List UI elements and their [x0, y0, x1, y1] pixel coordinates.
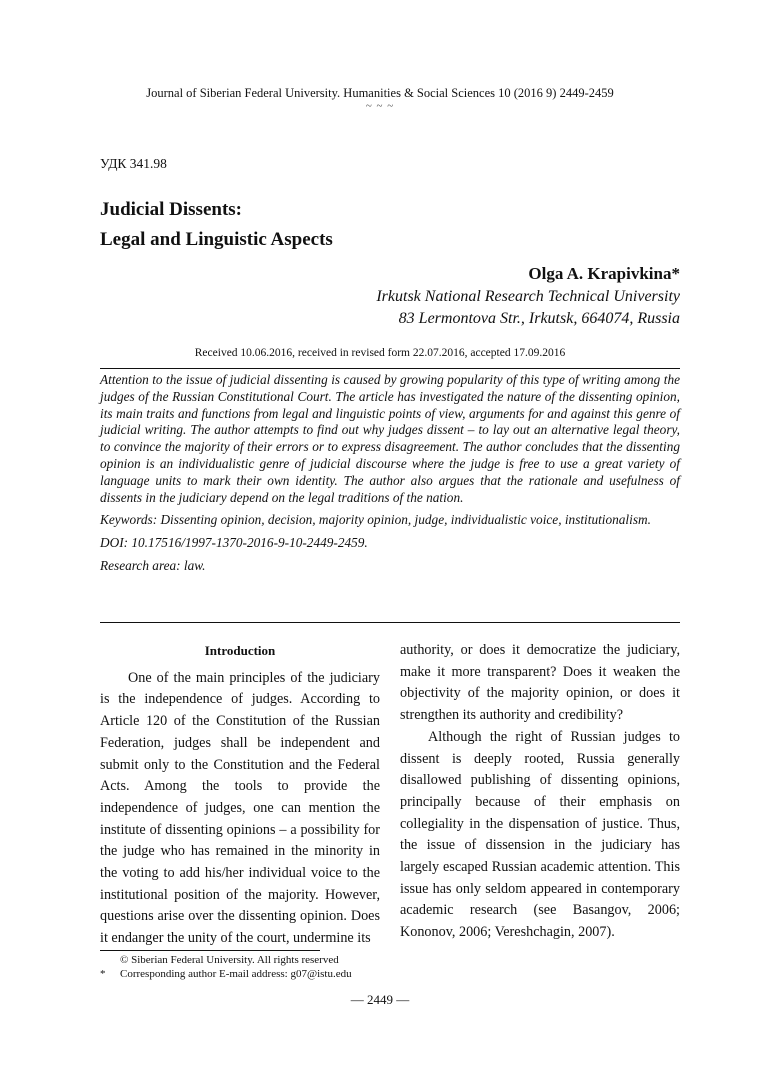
- title-line-2: Legal and Linguistic Aspects: [100, 229, 333, 250]
- left-column: [100, 640, 380, 950]
- received-dates: Received 10.06.2016, received in revised form 22.07.2016, accepted 17.09.2016: [194, 347, 566, 359]
- author-name: Olga A. Krapivkina*: [528, 264, 680, 283]
- page-number: — 2449 —: [350, 992, 410, 1007]
- footnote-rule: [100, 950, 320, 951]
- title-line-1: Judicial Dissents:: [100, 199, 242, 220]
- research-area: Research area: law.: [100, 557, 206, 573]
- section-heading: Introduction: [204, 643, 276, 658]
- udk-code: УДК 341.98: [100, 156, 167, 171]
- abstract-top-rule: [100, 368, 680, 369]
- footnote-corresponding: [100, 967, 352, 981]
- affiliation-line-1: Irkutsk National Research Technical University: [376, 288, 680, 305]
- doi: DOI: 10.17516/1997-1370-2016-9-10-2449-2459.: [100, 535, 368, 551]
- abstract-text: Attention to the issue of judicial dissenting is caused by growing popularity of this type of writing among the judges of the Russian Constitutional Court. The article has investigated the nature of the dissenting opinion, its main traits and functions from legal and linguistic points of view, arguments for and against this genre of judicial writing. The author attempts to find out why judges dissent – to lay out an alternative legal theory, to convince the majority of their errors or to express disagreement. The author concludes that the dissenting opinion is an individualistic genre of judicial discourse where the judge is free to use a great variety of language units to mark their own identity. The author also argues that the rationale and usefulness of dissents in the judiciary depend on the legal traditions of the nation.: [100, 372, 680, 505]
- affiliation-line-2: 83 Lermontova Str., Irkutsk, 664074, Russia: [398, 310, 680, 327]
- body-paragraph: Although the right of Russian judges to dissent is deeply rooted, Russia generally disallowed publishing of dissenting opinions, principally because of their emphasis on collegiality in the dispensation of justice. Thus, the issue of dissension in the judiciary has largely escaped Russian academic attention. This issue has only seldom appeared in contemporary academic research (see Basangov, 2006; Kononov, 2006; Vereshchagin, 2007).: [400, 728, 680, 941]
- keywords: Keywords: Dissenting opinion, decision, majority opinion, judge, individualistic voice, institutionalism.: [100, 512, 651, 528]
- footnote-email: Corresponding author E-mail address: g07@istu.edu: [120, 968, 352, 980]
- abstract-bottom-rule: [100, 622, 680, 623]
- footnote-star: *: [100, 968, 106, 980]
- journal-header: Journal of Siberian Federal University. Humanities & Social Sciences 10 (2016 9) 2449-2459: [146, 86, 614, 100]
- body-paragraph: One of the main principles of the judiciary is the independence of judges. According to Article 120 of the Constitution of the Russian Federation, judges shall be independent and submit only to the Constitution and the Federal Acts. Among the tools to provide the independence of judges, one can mention the institute of dissenting opinions – a possibility for the judge who has remained in the minority in the voting to add his/her individual voice to the institutional position of the majority. However, questions arise over the dissenting opinion. Does it endanger the unity of the court, undermine its: [100, 669, 380, 947]
- header-ornament: ~ ~ ~: [365, 100, 395, 112]
- right-column: [400, 640, 680, 944]
- article-title: [100, 195, 333, 255]
- footnote-copyright: © Siberian Federal University. All rights reserved: [120, 954, 339, 966]
- body-paragraph: authority, or does it democratize the judiciary, make it more transparent? Does it weaken the objectivity of the majority opinion, or does it strengthen its authority and credibility?: [400, 642, 680, 724]
- abstract-block: [100, 372, 680, 581]
- author-affiliation: [376, 286, 680, 330]
